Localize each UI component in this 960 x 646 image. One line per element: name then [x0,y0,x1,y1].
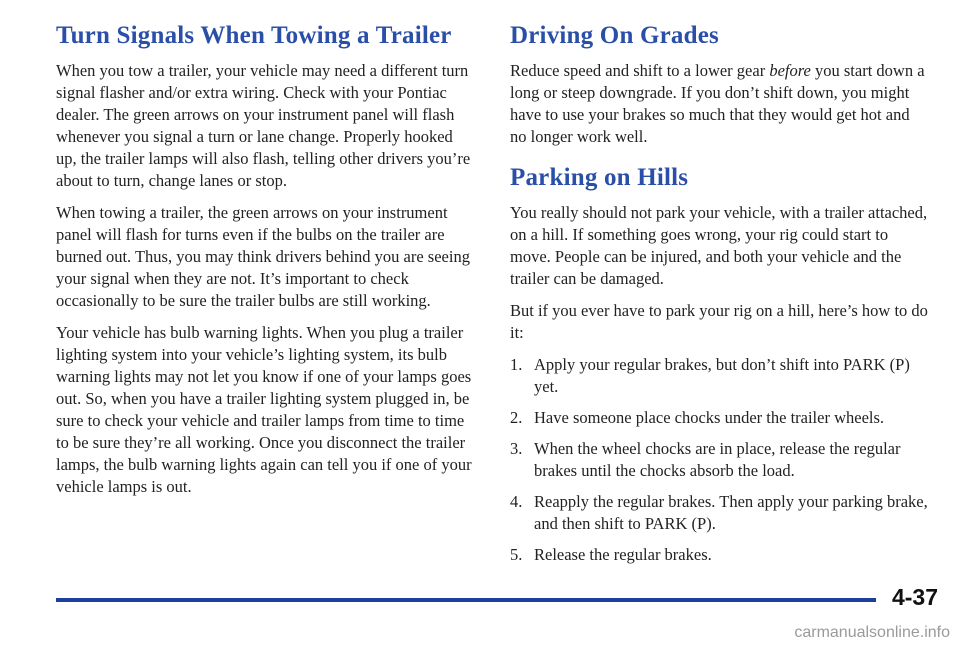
step-number: 3. [510,439,523,458]
list-item [510,544,930,566]
step-text: Release the regular brakes. [534,545,712,564]
left-column [56,22,476,508]
parking-steps-list [510,354,930,566]
paragraph-green-arrows: When towing a trailer, the green arrows on your instrument panel will flash for turns even if the bulbs on the trailer are burned out. Thus, you may think drivers behind you are seeing your signal when they are not. It’s important to check occasionally to be sure the trailer bulbs are still working. [56,203,470,310]
step-text: Apply your regular brakes, but don’t shift into PARK (P) yet. [534,355,910,396]
section-heading-turn-signals: Turn Signals When Towing a Trailer [56,22,452,49]
step-number: 1. [510,355,523,374]
step-number: 2. [510,408,523,427]
footer-rule [56,598,876,602]
step-text: When the wheel chocks are in place, release the regular brakes until the chocks absorb the load. [534,439,901,480]
paragraph-parking-warning: You really should not park your vehicle, with a trailer attached, on a hill. If something goes wrong, your rig could start to move. People can be injured, and both your vehicle and the trailer can be damaged. [510,203,928,288]
grades-text-end: you start down a long or steep downgrade. If you don’t shift down, you might have to use your brakes so much that they would get hot and no longer work well. [510,61,925,146]
list-item [510,354,930,398]
section-heading-parking-hills: Parking on Hills [510,164,689,191]
right-column [510,22,930,575]
page-number: 4-37 [891,584,938,610]
list-item [510,491,930,535]
list-item [510,438,930,482]
grades-text-start: Reduce speed and shift to a lower gear [510,61,770,80]
paragraph-turn-signal-flasher: When you tow a trailer, your vehicle may need a different turn signal flasher and/or extra wiring. Check with your Pontiac dealer. The green arrows on your instrument panel will flash whenever you signal a turn or lane change. Properly hooked up, the trailer lamps will also flash, telling other drivers you’re about to turn, change lanes or stop. [56,61,471,190]
list-item [510,407,930,429]
watermark-text: carmanualsonline.info [794,624,950,641]
section-heading-driving-grades: Driving On Grades [510,22,719,49]
step-text: Have someone place chocks under the trailer wheels. [534,408,885,427]
paragraph-grades [510,60,930,148]
step-number: 5. [510,545,523,564]
paragraph-bulb-warning: Your vehicle has bulb warning lights. When you plug a trailer lighting system into your vehicle’s lighting system, its bulb warning lights may not let you know if one of your lamps goes out. So, when you have a trailer lighting system plugged in, be sure to check your vehicle and trailer lamps from time to time to be sure they’re all working. Once you disconnect the trailer lamps, the bulb warning lights again can tell you if one of your vehicle lamps is out. [56,323,472,496]
step-text: Reapply the regular brakes. Then apply your parking brake, and then shift to PARK (P). [534,492,928,533]
grades-emphasis: before [769,61,811,80]
paragraph-parking-howto: But if you ever have to park your rig on a hill, here’s how to do it: [510,301,928,342]
step-number: 4. [510,492,523,511]
